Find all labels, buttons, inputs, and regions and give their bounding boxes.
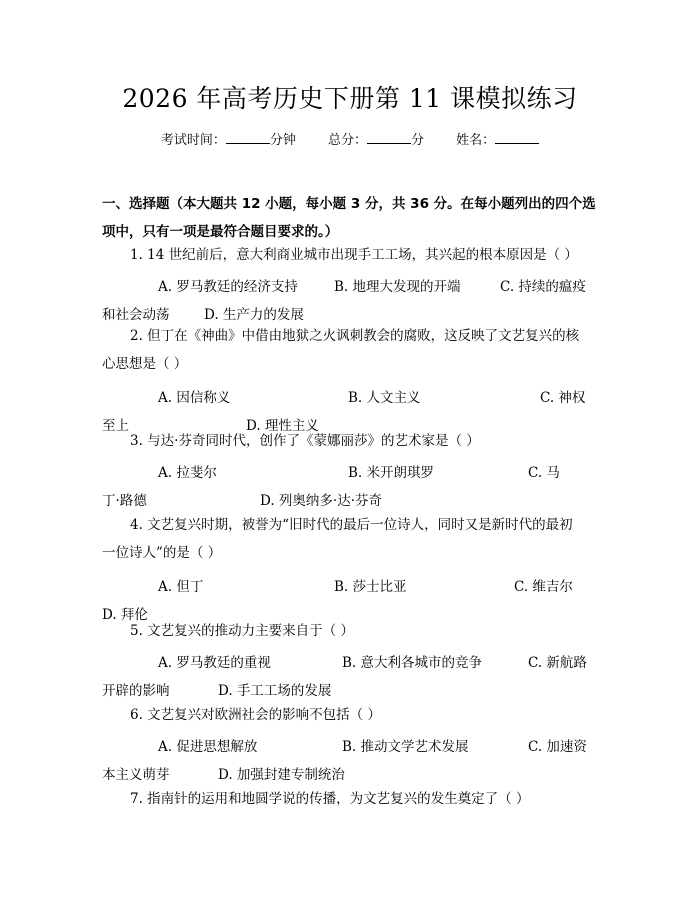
- question-6-option-b[interactable]: B. 推动文学艺术发展: [342, 739, 469, 755]
- exam-time-label: 考试时间：: [160, 133, 226, 148]
- question-1-option-d[interactable]: D. 生产力的发展: [204, 307, 304, 323]
- question-5-stem: 5. 文艺复兴的推动力主要来自于（ ）: [130, 623, 354, 639]
- question-5-option-d[interactable]: D. 手工工场的发展: [218, 683, 332, 699]
- question-4-option-d[interactable]: D. 拜伦: [102, 607, 148, 623]
- question-1-option-b[interactable]: B. 地理大发现的开端: [334, 279, 461, 295]
- question-4-option-a[interactable]: A. 但丁: [158, 579, 204, 595]
- question-2-option-b[interactable]: B. 人文主义: [348, 390, 421, 406]
- question-5-option-c-continued[interactable]: 开辟的影响: [102, 683, 170, 699]
- exam-time-blank[interactable]: [226, 131, 270, 144]
- question-3-options: [102, 459, 600, 487]
- section-heading-line-1: 一、选择题（本大题共 12 小题，每小题 3 分，共 36 分。在每小题列出的四个选: [102, 196, 596, 212]
- question-4-option-c[interactable]: C. 维吉尔: [514, 579, 573, 595]
- question-5-option-b[interactable]: B. 意大利各城市的竞争: [342, 655, 483, 671]
- question-7: [102, 785, 600, 813]
- question-4-options: [102, 573, 600, 601]
- question-1-option-a[interactable]: A. 罗马教廷的经济支持: [158, 279, 298, 295]
- question-7-stem: 7. 指南针的运用和地圆学说的传播，为文艺复兴的发生奠定了（ ）: [130, 791, 530, 807]
- question-5-option-c[interactable]: C. 新航路: [528, 655, 587, 671]
- question-6-stem: 6. 文艺复兴对欧洲社会的影响不包括（ ）: [130, 707, 381, 723]
- question-6-option-d[interactable]: D. 加强封建专制统治: [218, 767, 345, 783]
- question-2: [102, 322, 600, 440]
- question-6-options: [102, 733, 600, 761]
- question-2-stem-line-1: 2. 但丁在《神曲》中借由地狱之火讽刺教会的腐败，这反映了文艺复兴的核: [130, 328, 580, 344]
- section-heading-line-2: 项中，只有一项是最符合题目要求的。）: [102, 224, 339, 240]
- total-score-label: 总分：: [327, 133, 367, 148]
- question-3-option-a[interactable]: A. 拉斐尔: [158, 465, 217, 481]
- question-3: [102, 427, 600, 515]
- exam-time-unit: 分钟: [269, 133, 296, 148]
- question-2-options: [102, 384, 600, 412]
- question-2-option-c-continued[interactable]: 至上: [102, 418, 129, 434]
- question-2-option-a[interactable]: A. 因信称义: [158, 390, 231, 406]
- name-field: [456, 133, 539, 148]
- question-6-option-c-continued[interactable]: 本主义萌芽: [102, 767, 170, 783]
- question-5: [102, 617, 600, 705]
- question-6-option-a[interactable]: A. 促进思想解放: [158, 739, 258, 755]
- question-4-option-b[interactable]: B. 莎士比亚: [334, 579, 407, 595]
- question-3-option-d[interactable]: D. 列奥纳多·达·芬奇: [260, 493, 383, 509]
- question-5-option-a[interactable]: A. 罗马教廷的重视: [158, 655, 271, 671]
- question-3-option-b[interactable]: B. 米开朗琪罗: [348, 465, 435, 481]
- total-score-blank[interactable]: [367, 131, 411, 144]
- question-2-option-c[interactable]: C. 神权: [540, 390, 586, 406]
- question-1-stem: 1. 14 世纪前后，意大利商业城市出现手工工场，其兴起的根本原因是（ ）: [130, 247, 578, 263]
- question-4-stem-line-2: 一位诗人”的是（ ）: [102, 545, 222, 561]
- question-1-options: [102, 273, 600, 301]
- question-1-option-c-continued[interactable]: 和社会动荡: [102, 307, 170, 323]
- question-2-option-d[interactable]: D. 理性主义: [246, 418, 319, 434]
- question-5-options: [102, 649, 600, 677]
- exam-info-line: [0, 131, 700, 151]
- question-3-option-c[interactable]: C. 马: [528, 465, 560, 481]
- total-score-field: [328, 133, 428, 148]
- question-6: [102, 701, 600, 789]
- question-2-stem-line-2: 心思想是（ ）: [102, 356, 188, 372]
- question-4: [102, 511, 600, 629]
- name-label: 姓名：: [456, 133, 496, 148]
- question-6-option-c[interactable]: C. 加速资: [528, 739, 587, 755]
- exam-time-field: [161, 133, 300, 148]
- name-blank[interactable]: [495, 131, 539, 144]
- question-3-stem: 3. 与达·芬奇同时代，创作了《蒙娜丽莎》的艺术家是（ ）: [130, 433, 480, 449]
- question-3-option-c-continued[interactable]: 丁·路德: [102, 493, 147, 509]
- question-4-stem-line-1: 4. 文艺复兴时期，被誉为“旧时代的最后一位诗人，同时又是新时代的最初: [130, 517, 573, 533]
- question-1: [102, 241, 600, 329]
- section-heading: [102, 190, 600, 246]
- question-1-option-c[interactable]: C. 持续的瘟疫: [500, 279, 586, 295]
- total-score-unit: 分: [411, 133, 425, 148]
- page-title: 2026 年高考历史下册第 11 课模拟练习: [122, 84, 578, 113]
